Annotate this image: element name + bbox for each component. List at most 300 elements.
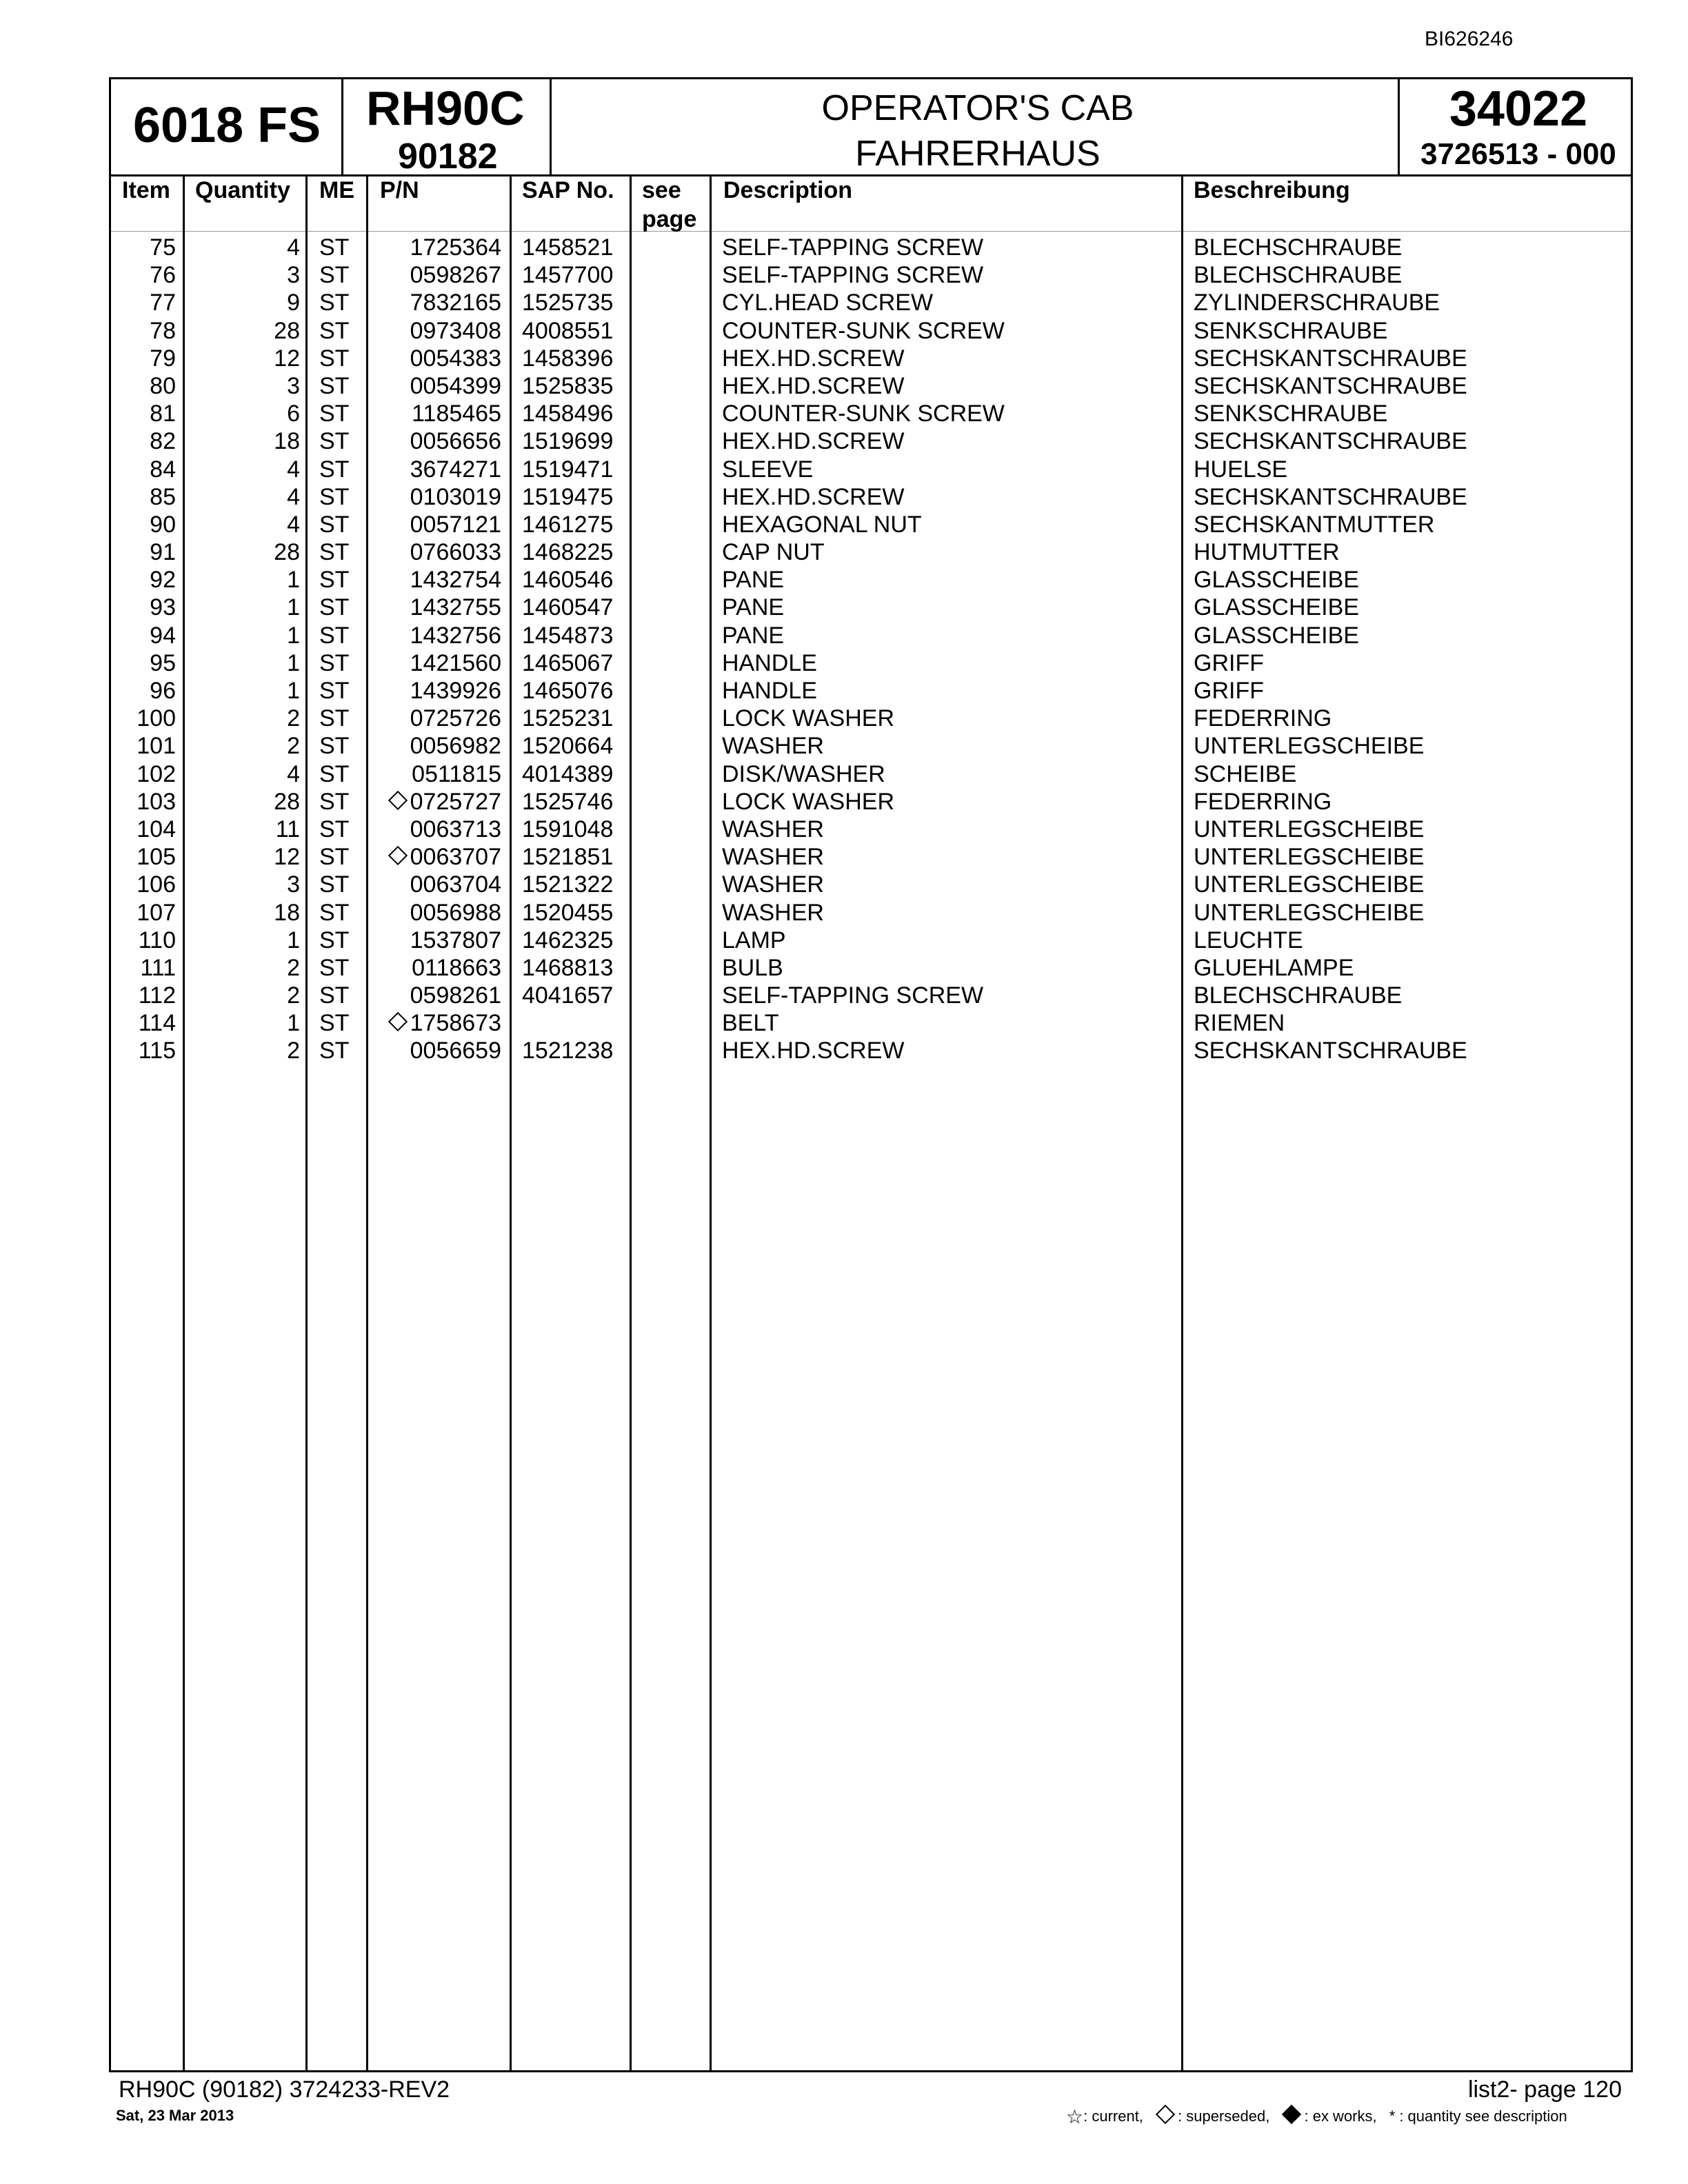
- beschreibung-cell-text: SENKSCHRAUBE: [1194, 401, 1388, 427]
- beschreibung-cell: [1194, 345, 1467, 372]
- sap-number-cell-text: 1521851: [522, 844, 614, 871]
- parts-list-frame: [109, 77, 1633, 2072]
- me-cell: [319, 427, 349, 455]
- item-cell-text: 110: [138, 927, 176, 953]
- part-number-cell: [369, 427, 501, 455]
- sap-number-cell: [522, 732, 613, 760]
- description-cell: [722, 483, 904, 511]
- beschreibung-cell-text: SCHEIBE: [1194, 760, 1297, 787]
- description-cell: [722, 982, 983, 1009]
- sap-number-cell: [522, 954, 613, 982]
- part-number-cell-text: 0063713: [410, 816, 501, 842]
- description-cell: [722, 760, 885, 788]
- beschreibung-cell: [1194, 1009, 1285, 1037]
- sap-number-cell-text: 1460547: [522, 594, 614, 621]
- item-cell: [111, 843, 176, 871]
- beschreibung-cell: [1194, 261, 1402, 289]
- description-cell: [722, 1037, 904, 1064]
- item-cell-text: 75: [150, 234, 176, 261]
- item-cell: [111, 594, 176, 621]
- sap-number-cell: [522, 317, 613, 345]
- me-cell-text: ST: [319, 345, 350, 372]
- beschreibung-cell: [1194, 622, 1359, 649]
- sap-number-cell-text: 4041657: [522, 982, 614, 1009]
- me-cell-text: ST: [319, 649, 350, 676]
- item-cell-text: 76: [150, 262, 176, 289]
- beschreibung-cell-text: GLUEHLAMPE: [1194, 954, 1354, 981]
- sap-number-cell-text: 1591048: [522, 816, 614, 842]
- part-number-cell-text: 0054399: [410, 372, 501, 399]
- col-header-page: page: [642, 206, 697, 232]
- item-cell: [111, 234, 176, 261]
- quantity-cell-text: 3: [287, 871, 300, 898]
- quantity-cell: [187, 234, 300, 261]
- sap-number-cell: [522, 511, 613, 538]
- quantity-cell: [187, 483, 300, 511]
- table-row: [111, 483, 1631, 511]
- table-row: [111, 622, 1631, 649]
- sap-number-cell-text: 4008551: [522, 317, 614, 344]
- item-cell-text: 115: [138, 1038, 176, 1064]
- description-cell: [722, 871, 824, 898]
- table-row: [111, 372, 1631, 400]
- quantity-cell: [187, 788, 300, 816]
- table-row: [111, 538, 1631, 566]
- description-cell: [722, 289, 933, 316]
- beschreibung-cell-text: SECHSKANTSCHRAUBE: [1194, 345, 1467, 372]
- item-cell-text: 78: [150, 317, 176, 344]
- me-cell: [319, 1009, 349, 1037]
- part-number-cell: [369, 899, 501, 927]
- item-cell-text: 77: [150, 290, 176, 316]
- description-cell-text: HEXAGONAL NUT: [722, 511, 922, 538]
- me-cell-text: ST: [319, 622, 350, 649]
- sap-number-cell-text: 1525735: [522, 290, 614, 316]
- part-number-cell: [369, 234, 501, 261]
- me-cell-text: ST: [319, 816, 350, 842]
- me-cell: [319, 705, 349, 732]
- title-german: FAHRERHAUS: [855, 134, 1101, 174]
- description-cell: [722, 511, 922, 538]
- part-number-cell-text: 3674271: [410, 456, 501, 483]
- beschreibung-cell-text: GRIFF: [1194, 649, 1264, 676]
- description-cell: [722, 400, 1005, 427]
- beschreibung-cell-text: FEDERRING: [1194, 705, 1332, 732]
- table-row: [111, 317, 1631, 345]
- quantity-cell: [187, 843, 300, 871]
- me-cell: [319, 622, 349, 649]
- sap-number-cell: [522, 816, 613, 843]
- me-cell-text: ST: [319, 372, 350, 399]
- me-cell: [319, 927, 349, 954]
- quantity-cell-text: 2: [287, 954, 300, 981]
- quantity-cell-text: 28: [274, 317, 300, 344]
- description-cell: [722, 622, 784, 649]
- col-header-me: ME: [319, 177, 354, 203]
- sap-number-cell-text: 1520455: [522, 899, 614, 926]
- item-cell: [111, 816, 176, 843]
- table-row: [111, 732, 1631, 760]
- part-number-cell: [369, 1037, 501, 1064]
- me-cell-text: ST: [319, 483, 350, 510]
- part-number-cell: [369, 649, 501, 677]
- sap-number-cell: [522, 622, 613, 649]
- table-row: [111, 649, 1631, 677]
- part-number-cell: [369, 622, 501, 649]
- beschreibung-cell-text: GLASSCHEIBE: [1194, 622, 1359, 649]
- me-cell-text: ST: [319, 290, 350, 316]
- quantity-cell: [187, 400, 300, 427]
- me-cell: [319, 594, 349, 621]
- quantity-cell-text: 18: [274, 428, 300, 455]
- quantity-cell: [187, 871, 300, 898]
- legend-quantity: : quantity see description: [1399, 2107, 1567, 2125]
- beschreibung-cell: [1194, 511, 1434, 538]
- quantity-cell: [187, 622, 300, 649]
- item-cell-text: 111: [140, 954, 176, 981]
- part-number-cell: [369, 372, 501, 400]
- part-number-cell: [369, 345, 501, 372]
- me-cell-text: ST: [319, 317, 350, 344]
- beschreibung-cell-text: SECHSKANTSCHRAUBE: [1194, 483, 1467, 510]
- item-cell-text: 84: [150, 456, 176, 483]
- description-cell-text: HEX.HD.SCREW: [722, 345, 905, 372]
- beschreibung-cell-text: BLECHSCHRAUBE: [1194, 234, 1403, 261]
- part-number-cell: [369, 705, 501, 732]
- item-cell: [111, 871, 176, 898]
- quantity-cell-text: 3: [287, 372, 300, 399]
- part-number-cell-text: 0511815: [412, 760, 501, 787]
- model-code: 6018 FS: [133, 98, 321, 153]
- description-cell-text: SLEEVE: [722, 456, 814, 483]
- description-cell: [722, 345, 904, 372]
- item-cell-text: 103: [137, 788, 176, 815]
- item-cell-text: 112: [138, 982, 176, 1009]
- item-cell: [111, 483, 176, 511]
- sap-number-cell: [522, 871, 613, 898]
- description-cell-text: BELT: [722, 1010, 779, 1037]
- me-cell-text: ST: [319, 567, 350, 594]
- description-cell-text: DISK/WASHER: [722, 760, 885, 787]
- part-number-cell: [369, 843, 501, 871]
- quantity-cell: [187, 372, 300, 400]
- quantity-cell-text: 1: [287, 927, 300, 953]
- quantity-cell-text: 6: [287, 401, 300, 427]
- group-number: 34022: [1449, 81, 1588, 136]
- beschreibung-cell-text: SECHSKANTSCHRAUBE: [1194, 372, 1467, 399]
- item-cell-text: 81: [150, 401, 176, 427]
- item-cell-text: 101: [137, 733, 176, 760]
- part-number-cell: [369, 871, 501, 898]
- me-cell: [319, 760, 349, 788]
- beschreibung-cell-text: HUELSE: [1194, 456, 1288, 483]
- beschreibung-cell-text: SECHSKANTMUTTER: [1194, 511, 1435, 538]
- beschreibung-cell-text: RIEMEN: [1194, 1010, 1285, 1037]
- me-cell: [319, 899, 349, 927]
- item-cell-text: 106: [137, 871, 176, 898]
- quantity-cell-text: 2: [287, 705, 300, 732]
- item-cell-text: 105: [137, 844, 176, 871]
- item-cell: [111, 511, 176, 538]
- quantity-cell-text: 1: [287, 622, 300, 649]
- description-cell-text: LOCK WASHER: [722, 788, 895, 815]
- item-cell: [111, 622, 176, 649]
- machine-number: 90182: [398, 136, 498, 176]
- me-cell: [319, 816, 349, 843]
- star-outline-icon: ☆: [1066, 2106, 1084, 2127]
- description-cell-text: CYL.HEAD SCREW: [722, 290, 934, 316]
- description-cell: [722, 649, 817, 677]
- me-cell: [319, 982, 349, 1009]
- beschreibung-cell-text: SENKSCHRAUBE: [1194, 317, 1388, 344]
- beschreibung-cell: [1194, 372, 1467, 400]
- beschreibung-cell: [1194, 427, 1467, 455]
- me-cell: [319, 483, 349, 511]
- beschreibung-cell: [1194, 760, 1296, 788]
- me-cell: [319, 372, 349, 400]
- description-cell-text: LOCK WASHER: [722, 705, 895, 732]
- sap-number-cell: [522, 289, 613, 316]
- me-cell-text: ST: [319, 262, 350, 289]
- quantity-cell: [187, 261, 300, 289]
- description-cell-text: PANE: [722, 622, 785, 649]
- sap-number-cell: [522, 760, 613, 788]
- description-cell-text: COUNTER-SUNK SCREW: [722, 401, 1005, 427]
- beschreibung-cell-text: SECHSKANTSCHRAUBE: [1194, 428, 1467, 455]
- sap-number-cell-text: 1519699: [522, 428, 614, 455]
- description-cell: [722, 788, 894, 816]
- part-number-cell-text: 0056988: [410, 899, 501, 926]
- beschreibung-cell-text: FEDERRING: [1194, 788, 1332, 815]
- legend-ex-works: : ex works,: [1304, 2107, 1377, 2125]
- item-cell: [111, 649, 176, 677]
- sap-number-cell: [522, 594, 613, 621]
- part-number-cell-text: 1432756: [410, 622, 501, 649]
- part-number-cell: [369, 760, 501, 788]
- quantity-cell: [187, 705, 300, 732]
- sap-number-cell: [522, 427, 613, 455]
- me-cell-text: ST: [319, 871, 350, 898]
- sap-number-cell: [522, 1037, 613, 1064]
- diamond-outline-icon: [388, 846, 407, 865]
- me-cell-text: ST: [319, 954, 350, 981]
- me-cell-text: ST: [319, 456, 350, 483]
- beschreibung-cell: [1194, 483, 1467, 511]
- sap-number-cell-text: 1525835: [522, 372, 614, 399]
- me-cell-text: ST: [319, 927, 350, 953]
- table-row: [111, 511, 1631, 538]
- beschreibung-cell: [1194, 788, 1332, 816]
- part-number-cell: [369, 538, 501, 566]
- me-cell-text: ST: [319, 511, 350, 538]
- part-number-cell-text: 0598267: [410, 262, 501, 289]
- description-cell: [722, 899, 824, 927]
- description-cell: [722, 594, 784, 621]
- quantity-cell-text: 4: [287, 511, 300, 538]
- description-cell: [722, 538, 825, 566]
- beschreibung-cell: [1194, 899, 1424, 927]
- item-cell: [111, 705, 176, 732]
- item-cell: [111, 400, 176, 427]
- footer-date: Sat, 23 Mar 2013: [116, 2107, 234, 2124]
- part-number-cell-text: 1725364: [410, 234, 501, 261]
- quantity-cell-text: 12: [274, 844, 300, 871]
- me-cell: [319, 538, 349, 566]
- quantity-cell: [187, 649, 300, 677]
- part-number-cell-text: 0056982: [410, 733, 501, 760]
- sap-number-cell: [522, 372, 613, 400]
- sap-number-cell: [522, 400, 613, 427]
- description-cell: [722, 427, 904, 455]
- item-cell-text: 102: [137, 760, 176, 787]
- beschreibung-cell: [1194, 234, 1402, 261]
- part-number-cell-text: 0063707: [410, 844, 501, 871]
- quantity-cell: [187, 345, 300, 372]
- me-cell-text: ST: [319, 899, 350, 926]
- item-cell: [111, 760, 176, 788]
- legend-current: : current,: [1083, 2107, 1143, 2125]
- quantity-cell-text: 12: [274, 345, 300, 372]
- beschreibung-cell: [1194, 400, 1388, 427]
- part-number-cell-text: 0725726: [410, 705, 501, 732]
- table-row: [111, 427, 1631, 455]
- part-number-cell: [369, 511, 501, 538]
- me-cell-text: ST: [319, 234, 350, 261]
- quantity-cell: [187, 982, 300, 1009]
- part-number-cell: [369, 982, 501, 1009]
- item-cell: [111, 261, 176, 289]
- quantity-cell: [187, 317, 300, 345]
- quantity-cell-text: 2: [287, 733, 300, 760]
- item-cell-text: 80: [150, 372, 176, 399]
- part-number-cell: [369, 677, 501, 705]
- table-row: [111, 954, 1631, 982]
- diamond-outline-icon: [388, 1012, 407, 1031]
- description-cell-text: SELF-TAPPING SCREW: [722, 262, 984, 289]
- quantity-cell: [187, 732, 300, 760]
- table-row: [111, 705, 1631, 732]
- table-row: [111, 788, 1631, 816]
- item-cell-text: 93: [150, 594, 176, 621]
- description-cell: [722, 566, 784, 594]
- part-number-cell: [369, 927, 501, 954]
- me-cell-text: ST: [319, 539, 350, 566]
- description-cell: [722, 456, 813, 483]
- item-cell: [111, 317, 176, 345]
- table-row: [111, 400, 1631, 427]
- quantity-cell: [187, 1037, 300, 1064]
- machine-name: RH90C: [366, 81, 525, 135]
- part-number-cell: [369, 954, 501, 982]
- quantity-cell: [187, 289, 300, 316]
- quantity-cell: [187, 456, 300, 483]
- item-cell: [111, 427, 176, 455]
- item-cell: [111, 345, 176, 372]
- description-cell: [722, 816, 824, 843]
- table-row: [111, 594, 1631, 621]
- beschreibung-cell: [1194, 982, 1402, 1009]
- sap-number-cell-text: 1458396: [522, 345, 614, 372]
- me-cell: [319, 289, 349, 316]
- sap-number-cell-text: 1458496: [522, 401, 614, 427]
- table-row: [111, 456, 1631, 483]
- me-cell: [319, 788, 349, 816]
- quantity-cell-text: 11: [275, 816, 300, 842]
- description-cell: [722, 927, 786, 954]
- me-cell-text: ST: [319, 428, 350, 455]
- me-cell-text: ST: [319, 788, 350, 815]
- quantity-cell-text: 3: [287, 262, 300, 289]
- drawing-number: 3726513 - 000: [1420, 137, 1616, 171]
- item-cell: [111, 927, 176, 954]
- quantity-cell: [187, 427, 300, 455]
- item-cell: [111, 1009, 176, 1037]
- description-cell-text: PANE: [722, 594, 785, 621]
- quantity-cell: [187, 538, 300, 566]
- quantity-cell-text: 1: [287, 678, 300, 704]
- beschreibung-cell-text: UNTERLEGSCHEIBE: [1194, 899, 1425, 926]
- beschreibung-cell: [1194, 871, 1424, 898]
- beschreibung-cell: [1194, 456, 1287, 483]
- me-cell-text: ST: [319, 844, 350, 871]
- me-cell: [319, 511, 349, 538]
- sap-number-cell: [522, 927, 613, 954]
- part-number-cell-text: 0103019: [410, 483, 501, 510]
- asterisk-icon: *: [1389, 2107, 1396, 2125]
- part-number-cell-text: 0063704: [410, 871, 501, 898]
- me-cell: [319, 456, 349, 483]
- table-row: [111, 566, 1631, 594]
- sap-number-cell-text: 1465067: [522, 649, 614, 676]
- part-number-cell-text: 0056656: [410, 428, 501, 455]
- beschreibung-cell: [1194, 843, 1424, 871]
- description-cell: [722, 1009, 779, 1037]
- sap-number-cell: [522, 982, 613, 1009]
- sap-number-cell-text: 1520664: [522, 733, 614, 760]
- beschreibung-cell-text: UNTERLEGSCHEIBE: [1194, 816, 1425, 842]
- description-cell: [722, 677, 817, 705]
- quantity-cell: [187, 594, 300, 621]
- sap-number-cell-text: 1457700: [522, 262, 614, 289]
- sap-number-cell: [522, 677, 613, 705]
- table-row: [111, 677, 1631, 705]
- beschreibung-cell: [1194, 732, 1424, 760]
- me-cell: [319, 400, 349, 427]
- part-number-cell-text: 0973408: [410, 317, 501, 344]
- item-cell: [111, 456, 176, 483]
- description-cell: [722, 732, 824, 760]
- description-cell-text: WASHER: [722, 733, 824, 760]
- sap-number-cell: [522, 566, 613, 594]
- diamond-outline-icon: [388, 791, 407, 810]
- sap-number-cell: [522, 456, 613, 483]
- quantity-cell: [187, 954, 300, 982]
- header-vline-2: [550, 79, 552, 174]
- table-row: [111, 289, 1631, 316]
- table-row: [111, 816, 1631, 843]
- beschreibung-cell-text: ZYLINDERSCHRAUBE: [1194, 290, 1440, 316]
- table-row: [111, 871, 1631, 898]
- part-number-cell-text: 1439926: [410, 678, 501, 704]
- quantity-cell-text: 9: [287, 290, 300, 316]
- description-cell-text: WASHER: [722, 899, 824, 926]
- sap-number-cell-text: 1458521: [522, 234, 614, 261]
- description-cell-text: WASHER: [722, 871, 824, 898]
- beschreibung-cell-text: HUTMUTTER: [1194, 539, 1340, 566]
- sap-number-cell-text: 1461275: [522, 511, 614, 538]
- title-english: OPERATOR'S CAB: [821, 88, 1134, 128]
- me-cell: [319, 234, 349, 261]
